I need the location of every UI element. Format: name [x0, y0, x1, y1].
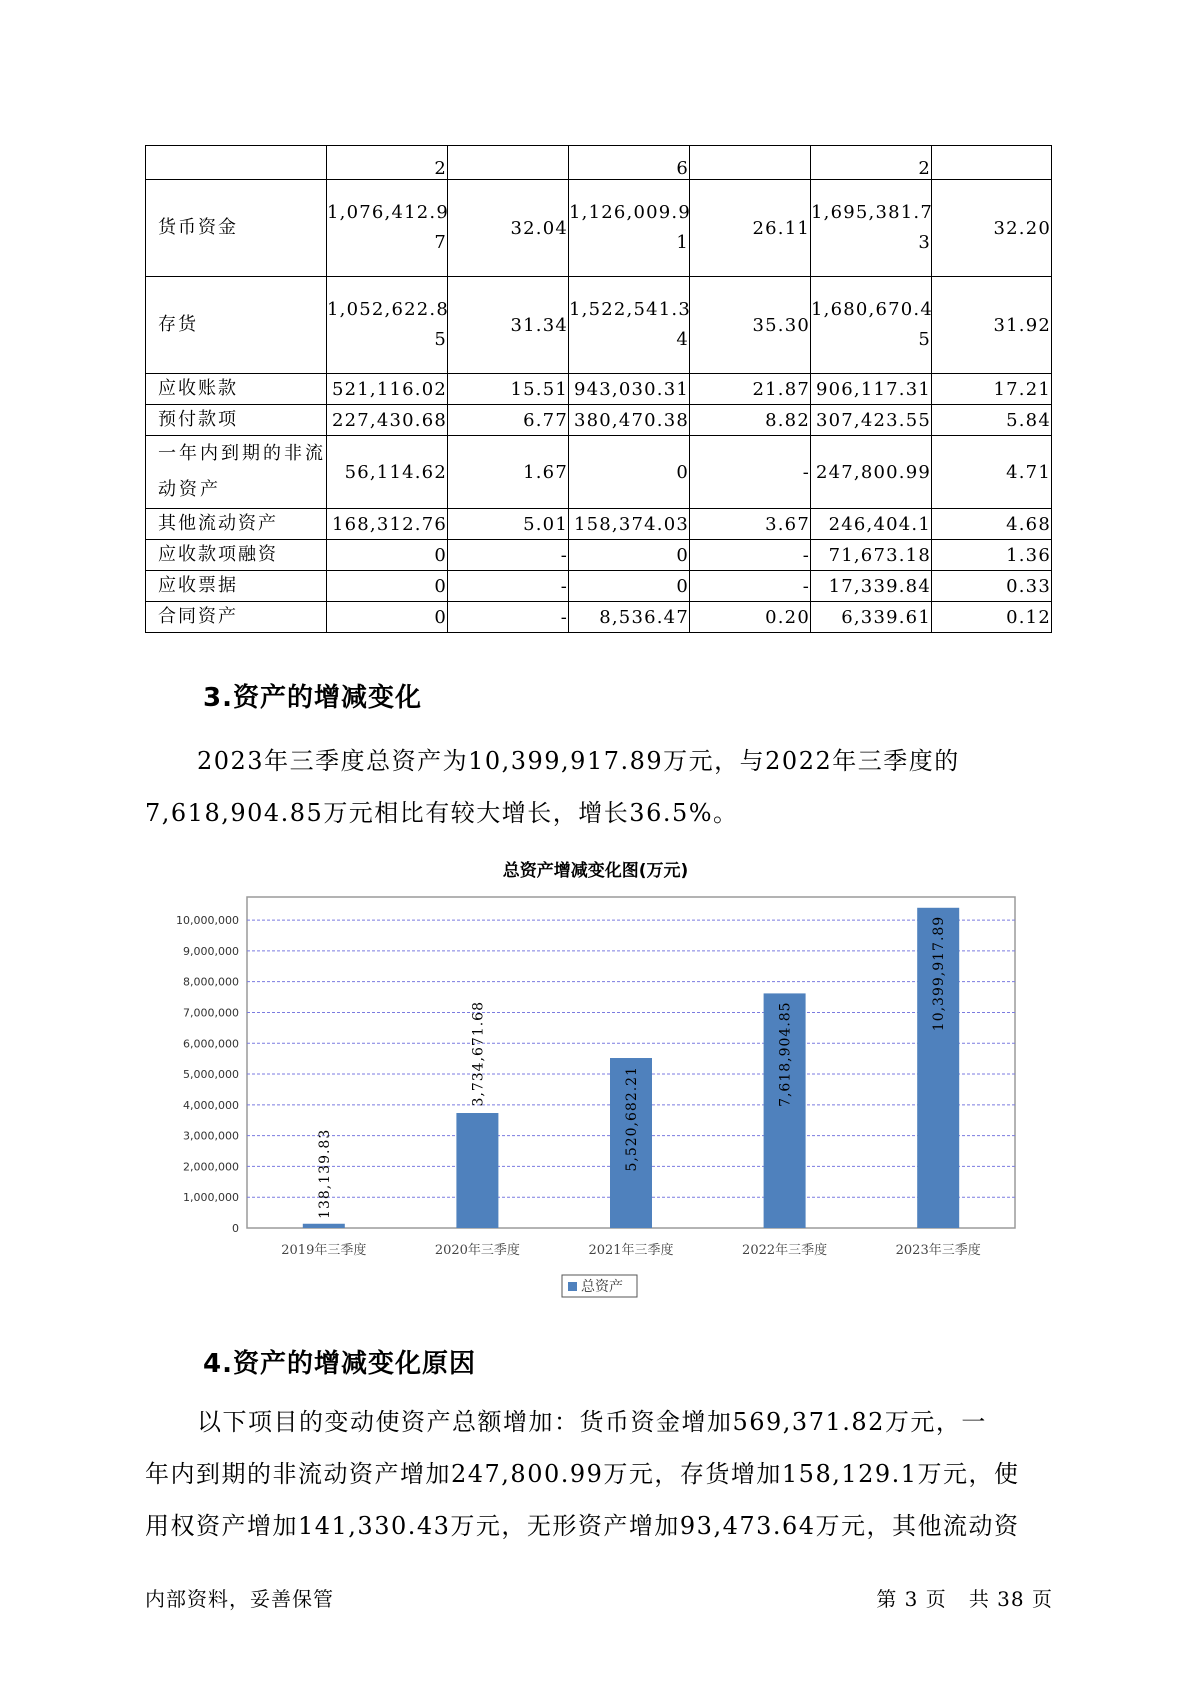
table-cell: 71,673.18 [811, 540, 932, 571]
table-cell: 56,114.62 [327, 436, 448, 509]
paragraph-text: 用权资产增加141,330.43万元，无形资产增加93,473.64万元，其他流动资 [145, 1512, 1020, 1540]
table-cell: 246,404.1 [811, 509, 932, 540]
table-cell: - [690, 540, 811, 571]
data-label: 5,520,682.21 [624, 1066, 640, 1172]
paragraph-line [145, 735, 1055, 787]
table-cell: 521,116.02 [327, 374, 448, 405]
table-cell: 32.04 [448, 180, 569, 277]
number-line: 3 [918, 232, 931, 253]
table-cell: - [448, 602, 569, 633]
table-cell: 1.67 [448, 436, 569, 509]
legend-swatch [568, 1282, 577, 1291]
table-cell: 6 [569, 146, 690, 180]
row-label: 其他流动资产 [146, 509, 327, 540]
table-row [146, 436, 1052, 509]
x-tick-label: 2019年三季度 [281, 1243, 367, 1258]
table-cell: 4.71 [932, 436, 1052, 509]
row-label: 预付款项 [146, 405, 327, 436]
paragraph-line [145, 1396, 1055, 1448]
paragraph-line [145, 1500, 1055, 1552]
paragraph-line [145, 1448, 1055, 1500]
table-row [146, 509, 1052, 540]
bar [456, 1113, 498, 1228]
table-cell: 21.87 [690, 374, 811, 405]
y-tick-label: 0 [232, 1222, 239, 1235]
table-cell: 0.20 [690, 602, 811, 633]
table-row [146, 180, 1052, 277]
table-cell: 3.67 [690, 509, 811, 540]
wrapped-number [327, 198, 447, 258]
section-4-heading: 4.资产的增减变化原因 [203, 1349, 476, 1379]
table-cell: 158,374.03 [569, 509, 690, 540]
table-cell: - [448, 571, 569, 602]
table-cell: 31.92 [932, 277, 1052, 374]
table-cell: 15.51 [448, 374, 569, 405]
y-tick-label: 2,000,000 [183, 1160, 239, 1174]
table-cell [327, 180, 448, 277]
y-tick-label: 6,000,000 [183, 1037, 239, 1051]
table-row [146, 540, 1052, 571]
table-cell: - [690, 436, 811, 509]
x-tick-label: 2020年三季度 [434, 1243, 520, 1258]
table-cell: 380,470.38 [569, 405, 690, 436]
y-tick-label: 9,000,000 [183, 944, 239, 958]
x-tick-label: 2022年三季度 [742, 1243, 828, 1258]
number-line: 1,695,381.7 [811, 202, 933, 223]
table-cell: 4.68 [932, 509, 1052, 540]
table-cell [932, 146, 1052, 180]
paragraph-text: 年内到期的非流动资产增加247,800.99万元，存货增加158,129.1万元，使 [145, 1460, 1020, 1488]
number-line: 1,052,622.8 [327, 299, 449, 320]
section-3-paragraph [145, 735, 1055, 839]
row-label: 货币资金 [146, 180, 327, 277]
y-tick-label: 8,000,000 [183, 975, 239, 989]
table-cell: 32.20 [932, 180, 1052, 277]
table-cell [690, 146, 811, 180]
table-cell: 2 [811, 146, 932, 180]
table-cell: 0 [569, 571, 690, 602]
table-cell [146, 146, 327, 180]
wrapped-number [811, 295, 931, 355]
table-cell [811, 277, 932, 374]
paragraph-line [145, 787, 1055, 839]
table-row [146, 405, 1052, 436]
y-tick-label: 3,000,000 [183, 1129, 239, 1143]
row-label: 存货 [146, 277, 327, 374]
table-cell: 5.01 [448, 509, 569, 540]
table-cell: 906,117.31 [811, 374, 932, 405]
data-label: 10,399,917.89 [931, 915, 948, 1032]
data-label: 138,139.83 [316, 1128, 333, 1219]
row-label [146, 436, 327, 509]
number-line: 1,522,541.3 [569, 299, 691, 320]
table-cell [569, 180, 690, 277]
y-tick-label: 5,000,000 [183, 1068, 239, 1082]
wrapped-number [569, 198, 689, 258]
number-line: 1,680,670.4 [811, 299, 933, 320]
table-cell: 17,339.84 [811, 571, 932, 602]
y-tick-label: 1,000,000 [183, 1191, 239, 1205]
x-tick-label: 2021年三季度 [588, 1243, 674, 1258]
number-line: 7 [434, 232, 447, 253]
table-row [146, 602, 1052, 633]
data-label: 7,618,904.85 [777, 1001, 794, 1107]
paragraph-text: 2023年三季度总资产为10,399,917.89万元，与2022年三季度的 [197, 747, 960, 775]
footer-page-number: 第 3 页 共 38 页 [876, 1587, 1053, 1611]
wrapped-number [327, 295, 447, 355]
table-cell: 0 [327, 602, 448, 633]
table-cell: 1.36 [932, 540, 1052, 571]
chart-title: 总资产增减变化图(万元) [502, 861, 689, 881]
table-cell: 17.21 [932, 374, 1052, 405]
table-row [146, 374, 1052, 405]
table-cell: 6,339.61 [811, 602, 932, 633]
row-label: 合同资产 [146, 602, 327, 633]
table-cell: 307,423.55 [811, 405, 932, 436]
table-row [146, 571, 1052, 602]
number-line: 1,126,009.9 [569, 202, 691, 223]
table-row [146, 146, 1052, 180]
table-cell [811, 180, 932, 277]
table-cell: 6.77 [448, 405, 569, 436]
y-tick-label: 10,000,000 [176, 914, 239, 928]
table-cell: 227,430.68 [327, 405, 448, 436]
number-line: 1 [676, 232, 689, 253]
paragraph-text: 以下项目的变动使资产总额增加：货币资金增加569,371.82万元，一 [197, 1408, 987, 1436]
table-cell: 8.82 [690, 405, 811, 436]
table-cell: 2 [327, 146, 448, 180]
number-line: 5 [434, 329, 447, 350]
total-assets-chart [0, 880, 1191, 1300]
row-label-line: 一年内到期的非流 [158, 443, 326, 464]
table-cell: 0 [569, 436, 690, 509]
section-3-heading: 3.资产的增减变化 [203, 683, 422, 713]
row-label: 应收账款 [146, 374, 327, 405]
table-cell [327, 277, 448, 374]
y-tick-label: 7,000,000 [183, 1006, 239, 1020]
table-cell [448, 146, 569, 180]
table-cell: 5.84 [932, 405, 1052, 436]
wrapped-number [811, 198, 931, 258]
table-cell: 0.12 [932, 602, 1052, 633]
table-cell: 31.34 [448, 277, 569, 374]
number-line: 1,076,412.9 [327, 202, 449, 223]
wrapped-number [569, 295, 689, 355]
table-cell: 8,536.47 [569, 602, 690, 633]
table-cell: 0.33 [932, 571, 1052, 602]
paragraph-text: 7,618,904.85万元相比有较大增长，增长36.5%。 [145, 799, 739, 827]
table-cell: 35.30 [690, 277, 811, 374]
x-tick-label: 2023年三季度 [895, 1243, 981, 1258]
y-tick-label: 4,000,000 [183, 1098, 239, 1112]
table-cell: - [690, 571, 811, 602]
footer-confidential-note: 内部资料，妥善保管 [145, 1587, 334, 1611]
bar [303, 1224, 345, 1228]
row-label: 应收票据 [146, 571, 327, 602]
table-cell: 943,030.31 [569, 374, 690, 405]
row-label-line: 动资产 [158, 479, 221, 500]
number-line: 4 [676, 329, 689, 350]
table-cell: - [448, 540, 569, 571]
table-cell: 26.11 [690, 180, 811, 277]
table-cell: 0 [327, 571, 448, 602]
table-cell [569, 277, 690, 374]
table-cell: 0 [569, 540, 690, 571]
section-4-paragraph [145, 1396, 1055, 1552]
table-cell: 247,800.99 [811, 436, 932, 509]
asset-table [145, 145, 1052, 633]
table-cell: 168,312.76 [327, 509, 448, 540]
number-line: 5 [918, 329, 931, 350]
table-cell: 0 [327, 540, 448, 571]
table-row [146, 277, 1052, 374]
data-label: 3,734,671.68 [470, 1001, 487, 1107]
row-label: 应收款项融资 [146, 540, 327, 571]
legend-label: 总资产 [581, 1279, 623, 1295]
